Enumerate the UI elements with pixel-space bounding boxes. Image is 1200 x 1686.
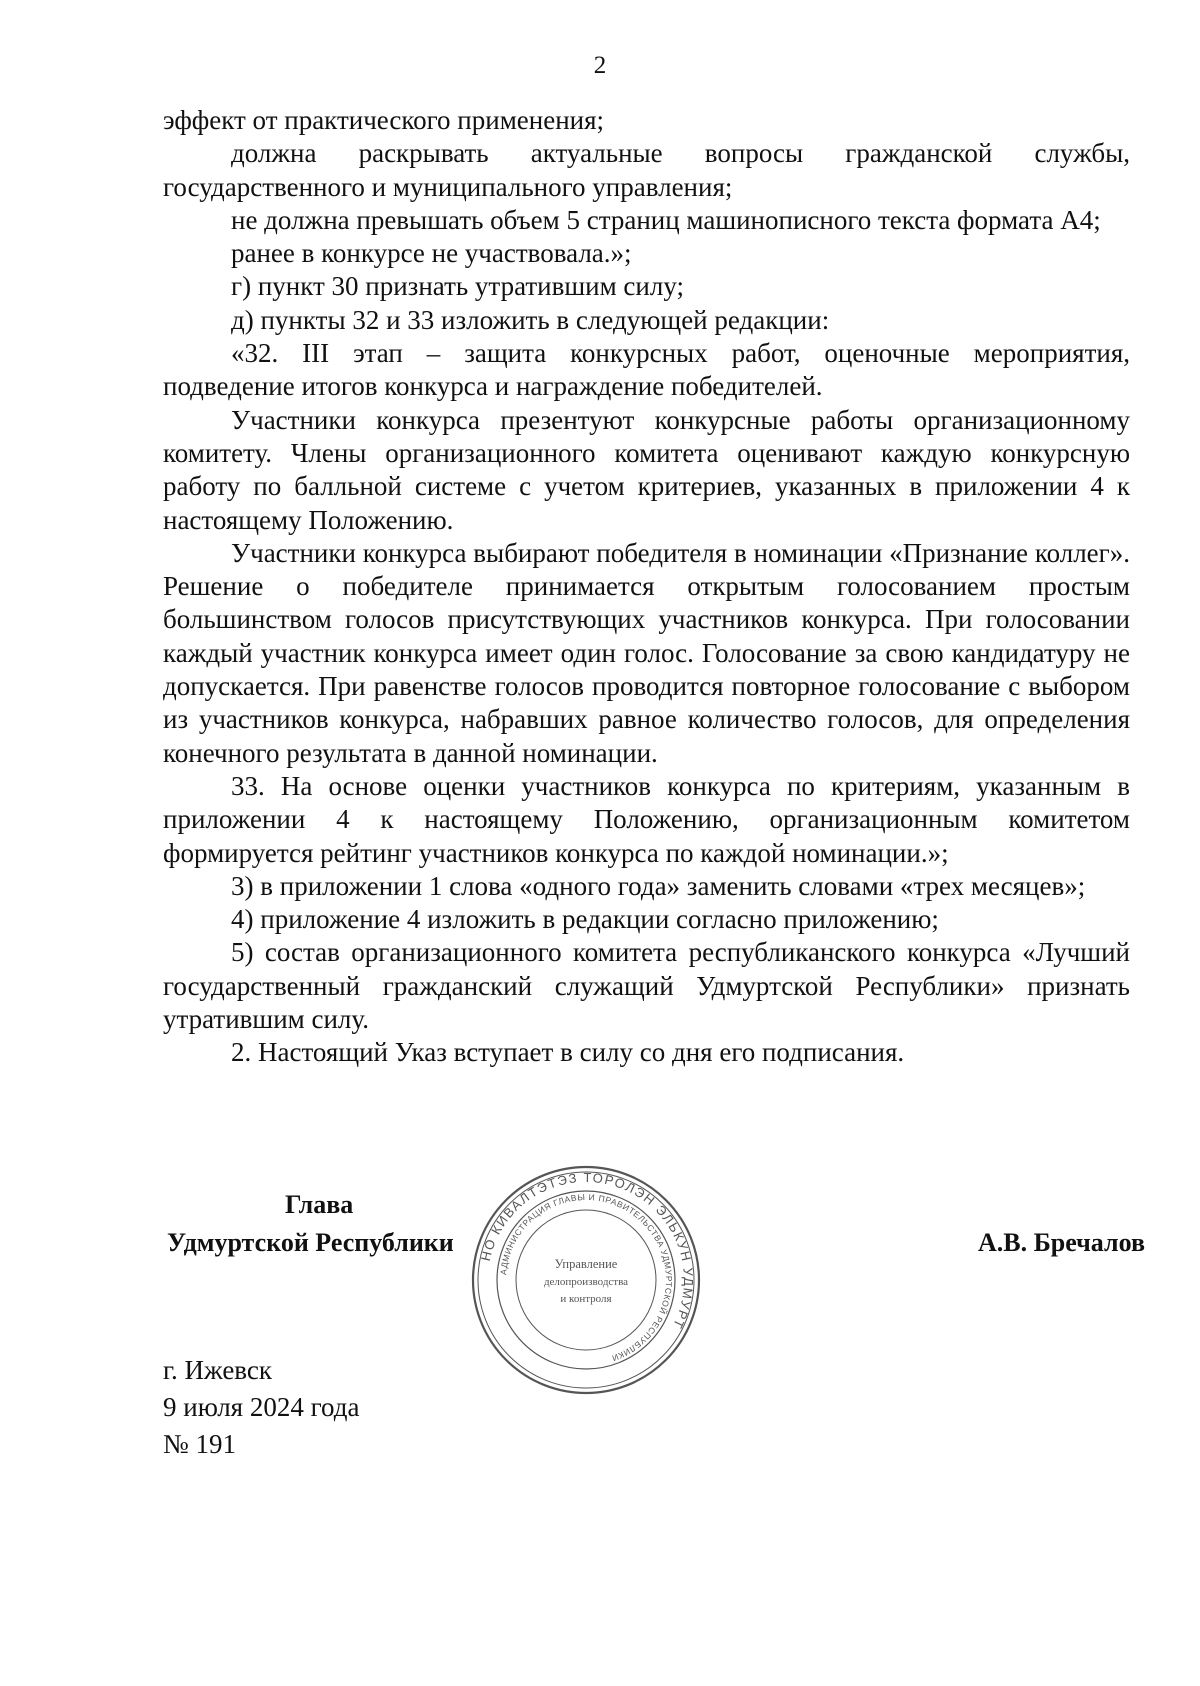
paragraph: 33. На основе оценки участников конкурса по критериям, указанным в приложении 4 к настоящему Положению, организационным комитетом формируется рейтинг участников конкурса по каждой номинации.»; <box>163 770 1130 868</box>
paragraph: 5) состав организационного комитета республиканского конкурса «Лучший государственный гражданский служащий Удмуртской Республики» признать утратившим силу. <box>163 937 1130 1035</box>
seal-center-line-2: делопроизводства <box>543 1276 629 1288</box>
paragraph: не должна превышать объем 5 страниц машинописного текста формата А4; <box>231 204 1101 235</box>
paragraph: эффект от практического применения; <box>163 105 605 135</box>
official-seal <box>468 1162 704 1398</box>
paragraph: д) пункты 32 и 33 изложить в следующей редакции: <box>231 304 830 335</box>
paragraph: Участники конкурса выбирают победителя в номинации «Признание коллег». Решение о победителе принимается открытым голосованием простым большинством голосов присутствующих участников конкурса. При голосовании каждый участник конкурса имеет один голос. Голосование за свою кандидатуру не допускается. При равенстве голосов проводится повторное голосование с выбором из участников конкурса, набравших равное количество голосов, для определения конечного результата в данной номинации. <box>163 537 1130 768</box>
paragraph: 4) приложение 4 изложить в редакции согласно приложению; <box>231 904 939 935</box>
signatory-title-region: Удмуртской Республики <box>167 1228 454 1257</box>
signing-date: 9 июля 2024 года <box>163 1392 360 1422</box>
paragraph: «32. III этап – защита конкурсных работ, оценочные мероприятия, подведение итогов конкурса и награждение победителей. <box>163 338 1130 402</box>
document-body <box>163 104 1130 1070</box>
signatory-name: А.В. Бречалов <box>977 1228 1145 1257</box>
seal-center-line-3: и контроля <box>560 1293 612 1305</box>
signatory-title: Глава <box>285 1190 354 1219</box>
paragraph: 3) в приложении 1 слова «одного года» заменить словами «трех месяцев»; <box>231 870 1086 901</box>
document-footer <box>163 1352 359 1463</box>
paragraph: 2. Настоящий Указ вступает в силу со дня его подписания. <box>231 1037 905 1068</box>
paragraph: ранее в конкурсе не участвовала.»; <box>231 238 632 269</box>
seal-outer-text-path: НО КИВАЛТЭТЭЗ ТОРОЛЭН ЭЛЬКУН УДМУРТ <box>477 1169 697 1332</box>
paragraph: г) пункт 30 признать утратившим силу; <box>231 271 684 302</box>
paragraph: должна раскрывать актуальные вопросы гражданской службы, государственного и муниципального управления; <box>163 138 1130 202</box>
signing-city: г. Ижевск <box>163 1355 273 1385</box>
seal-center-line-1: Управление <box>554 1257 618 1271</box>
paragraph: Участники конкурса презентуют конкурсные работы организационному комитету. Члены организационного комитета оценивают каждую конкурсную работу по балльной системе с учетом критериев, указанных в приложении 4 к настоящему Положению. <box>163 404 1130 535</box>
seal-inner-text-path: АДМИНИСТРАЦИЯ ГЛАВЫ И ПРАВИТЕЛЬСТВА УДМУРТСКОЙ РЕСПУБЛИКИ <box>498 1191 675 1364</box>
document-number: № 191 <box>163 1429 237 1459</box>
page-number: 2 <box>593 52 607 79</box>
